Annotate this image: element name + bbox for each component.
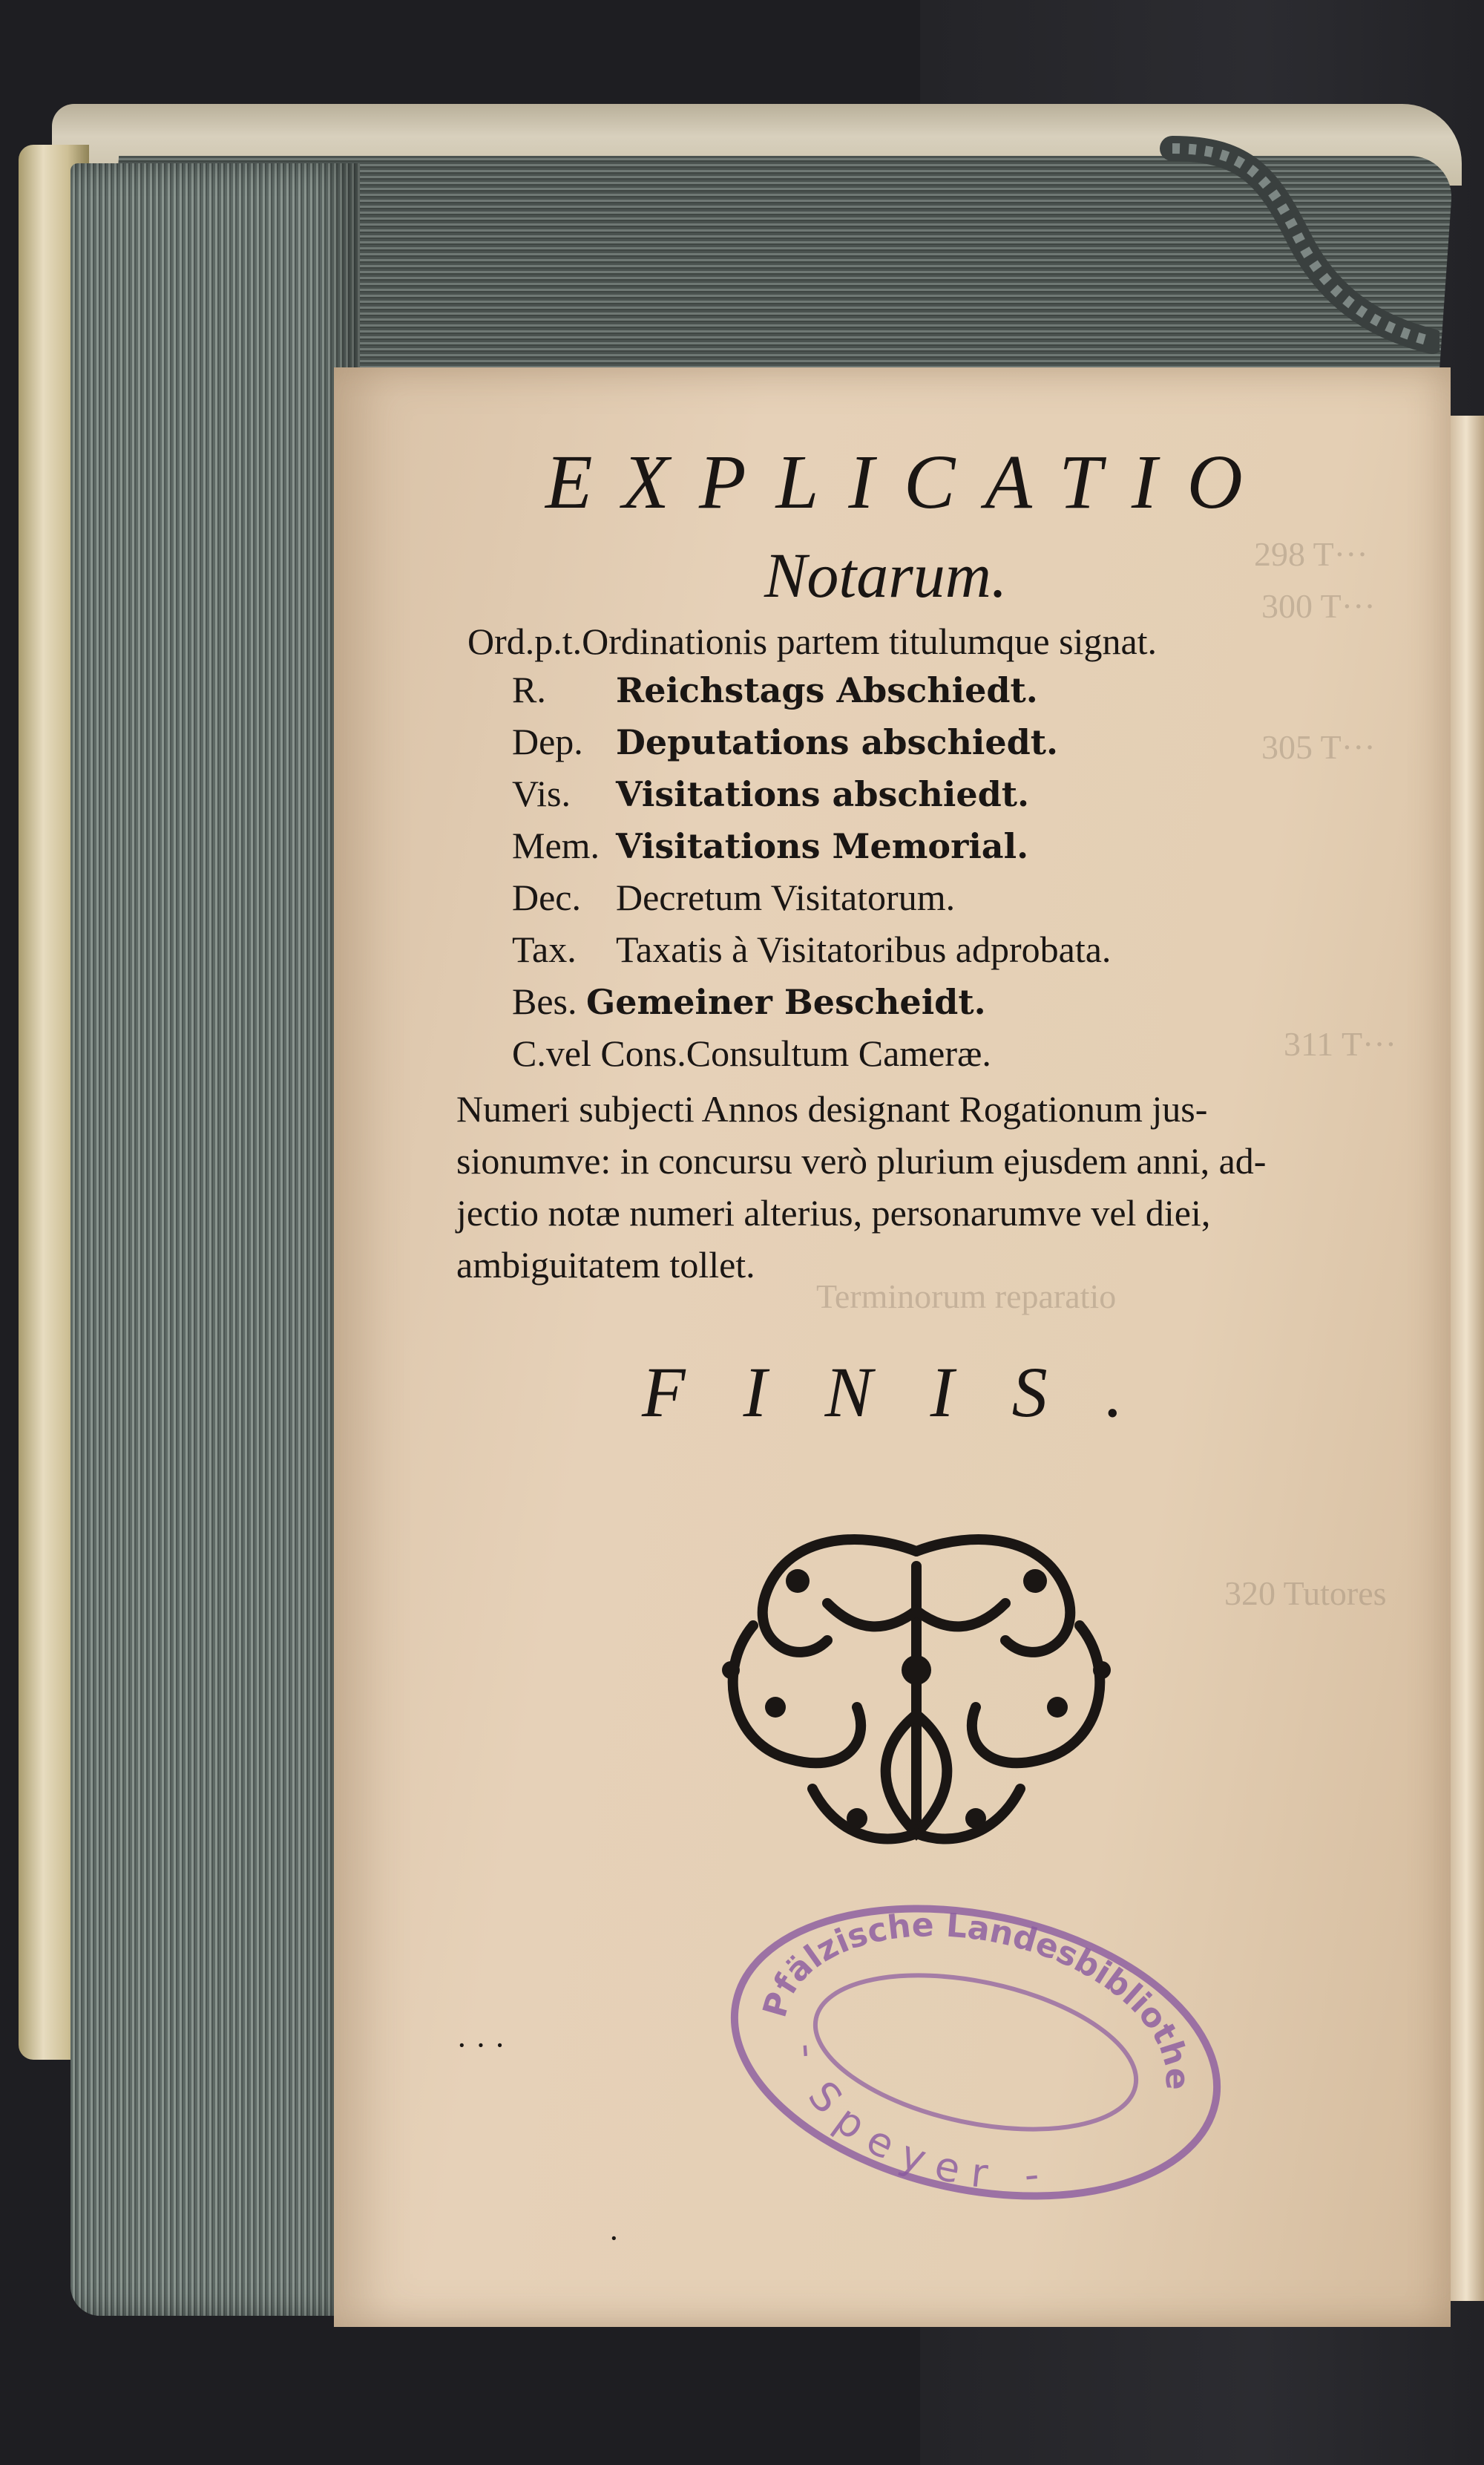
entry-text: Ordinationis partem titulumque signat.: [582, 621, 1158, 662]
entry-text: Decretum Visitatorum.: [616, 877, 956, 918]
entry-text: Taxatis à Visitatoribus adprobata.: [616, 929, 1112, 970]
paragraph-line: ambiguitatem tollet.: [456, 1244, 755, 1286]
bleed-through-text: 305 T···: [1261, 728, 1376, 766]
entry-text: Gemeiner Bescheidt.: [586, 982, 986, 1022]
library-stamp: [716, 1896, 1235, 2208]
legend-entry: [512, 720, 1058, 763]
stray-mark: ·: [608, 2220, 620, 2256]
legend-entry: [512, 824, 1028, 867]
page-subtitle: Notarum.: [764, 540, 1008, 611]
page-title: EXPLICATIO: [545, 439, 1273, 525]
printers-ornament: [709, 1522, 1124, 1863]
entry-abbr: Vis.: [512, 773, 571, 814]
legend-entry: [512, 928, 1111, 971]
legend-entry: [512, 1032, 991, 1075]
entry-abbr: Mem.: [512, 825, 600, 866]
stamp-bottom-text: - Speyer -: [784, 2041, 1054, 2199]
legend-entry: [512, 772, 1029, 815]
paragraph-line: jectio notæ numeri alterius, personarumve vel diei,: [456, 1192, 1211, 1234]
headband-cord: [1158, 134, 1439, 356]
bleed-through-text: 320 Tutores: [1224, 1574, 1387, 1612]
entry-abbr: Bes.: [512, 981, 577, 1022]
finis-heading: FINIS.: [642, 1352, 1181, 1432]
entry-abbr: Ord.p.t.: [467, 621, 582, 662]
entry-abbr: Tax.: [512, 929, 577, 970]
bleed-through-text: 300 T···: [1261, 587, 1376, 625]
stamp-top-text: Pfälzische Landesbibliothek: [755, 1906, 1196, 2090]
entry-abbr: Dep.: [512, 721, 583, 762]
legend-entry: [467, 620, 1157, 663]
entry-abbr: C.vel Cons.: [512, 1032, 686, 1074]
entry-text: Deputations abschiedt.: [616, 722, 1059, 762]
book-fore-edge: [70, 163, 360, 2316]
entry-text: Consultum Cameræ.: [686, 1032, 991, 1074]
entry-abbr: R.: [512, 669, 546, 710]
facing-page-edge: [1448, 416, 1484, 2301]
legend-entry: [512, 876, 955, 919]
paragraph-line: Numeri subjecti Annos designant Rogationum jus-: [456, 1088, 1208, 1130]
entry-abbr: Dec.: [512, 877, 581, 918]
stray-mark: · · ·: [456, 2027, 505, 2063]
paragraph-line: sionumve: in concursu verò plurium ejusdem anni, ad-: [456, 1140, 1267, 1182]
svg-text:- Speyer -: [761, 2032, 1076, 2208]
entry-text: Visitations Memorial.: [616, 826, 1029, 866]
bleed-through-text: 298 T···: [1254, 535, 1368, 573]
legend-entry: [512, 980, 986, 1023]
entry-text: Visitations abschiedt.: [616, 774, 1030, 814]
bleed-through-text: Terminorum reparatio: [816, 1277, 1117, 1315]
entry-text: Reichstags Abschiedt.: [616, 670, 1038, 710]
legend-entry: [512, 668, 1038, 711]
bleed-through-text: 311 T···: [1284, 1025, 1397, 1063]
